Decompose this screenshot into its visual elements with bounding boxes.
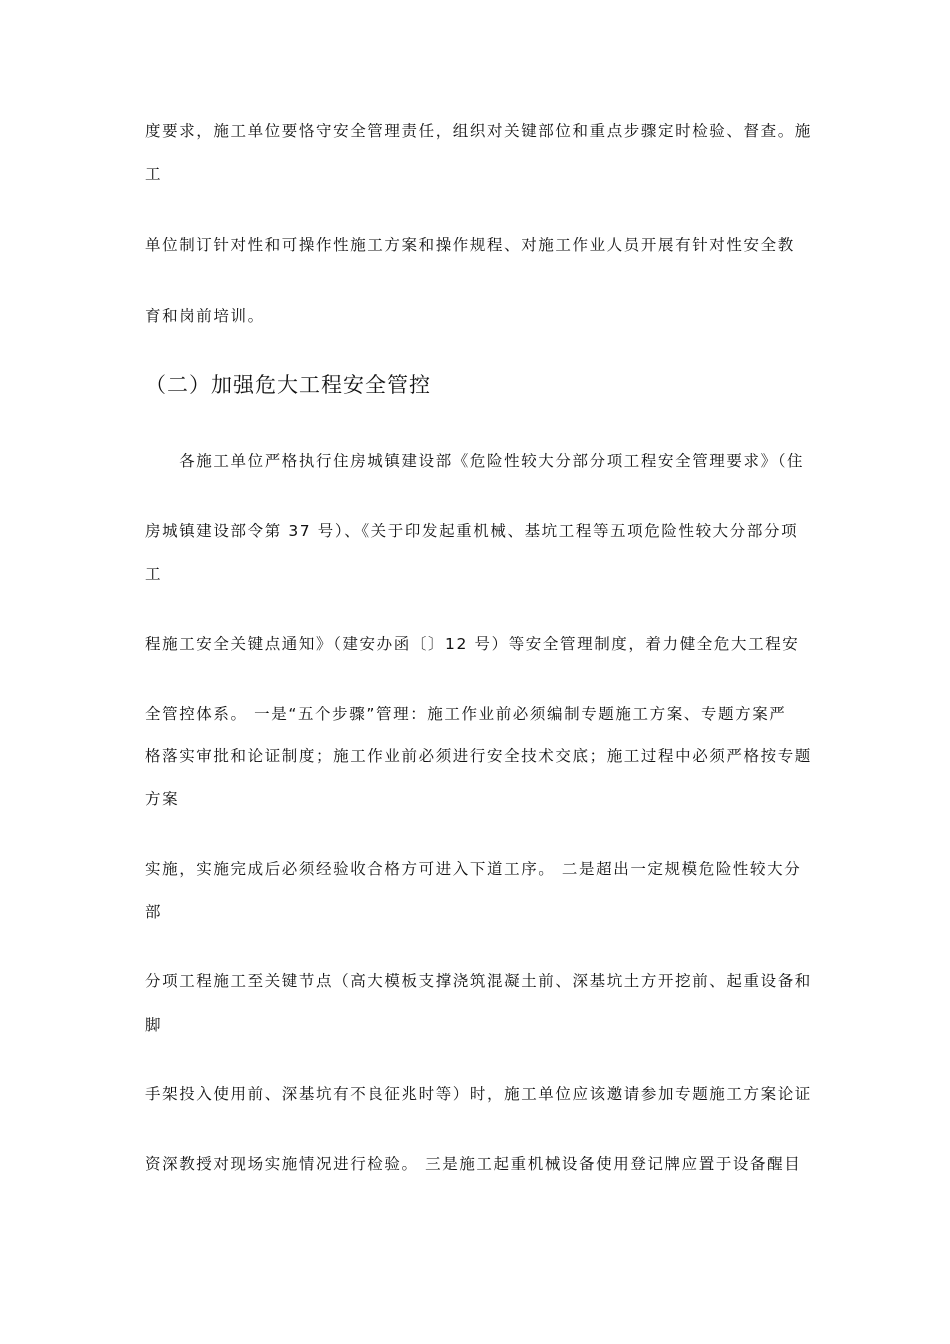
paragraph-line: 资深教授对现场实施情况进行检验。 三是施工起重机械设备使用登记牌应置于设备醒目 — [145, 1155, 802, 1173]
paragraph-line: 格落实审批和论证制度；施工作业前必须进行安全技术交底；施工过程中必须严格按专题 — [145, 747, 812, 765]
paragraph-line: 度要求，施工单位要恪守安全管理责任，组织对关键部位和重点步骤定时检验、督查。施 — [145, 122, 812, 140]
paragraph-line: 房城镇建设部令第 37 号）、《关于印发起重机械、基坑工程等五项危险性较大分部分项 — [145, 522, 799, 540]
section-heading: （二）加强危大工程安全管控 — [145, 373, 431, 397]
paragraph-line: 育和岗前培训。 — [145, 307, 265, 325]
paragraph-line: 方案 — [145, 790, 180, 808]
paragraph-line: 手架投入使用前、深基坑有不良征兆时等）时，施工单位应该邀请参加专题施工方案论证 — [145, 1085, 812, 1103]
paragraph-line: 程施工安全关键点通知》（建安办函〔〕12 号）等安全管理制度，着力健全危大工程安 — [145, 635, 800, 653]
paragraph-line: 各施工单位严格执行住房城镇建设部《危险性较大分部分项工程安全管理要求》（住 — [145, 452, 805, 470]
paragraph-line: 全管控体系。 一是“五个步骤”管理：施工作业前必须编制专题施工方案、专题方案严 — [145, 705, 787, 723]
paragraph-line: 脚 — [145, 1016, 163, 1034]
paragraph-line: 部 — [145, 903, 163, 921]
paragraph-line: 分项工程施工至关键节点（高大模板支撑浇筑混凝土前、深基坑土方开挖前、起重设备和 — [145, 972, 812, 990]
paragraph-line: 实施，实施完成后必须经验收合格方可进入下道工序。 二是超出一定规模危险性较大分 — [145, 860, 802, 878]
paragraph-line: 工 — [145, 165, 163, 183]
paragraph-line: 单位制订针对性和可操作性施工方案和操作规程、对施工作业人员开展有针对性安全教 — [145, 236, 795, 254]
paragraph-line: 工 — [145, 565, 163, 583]
